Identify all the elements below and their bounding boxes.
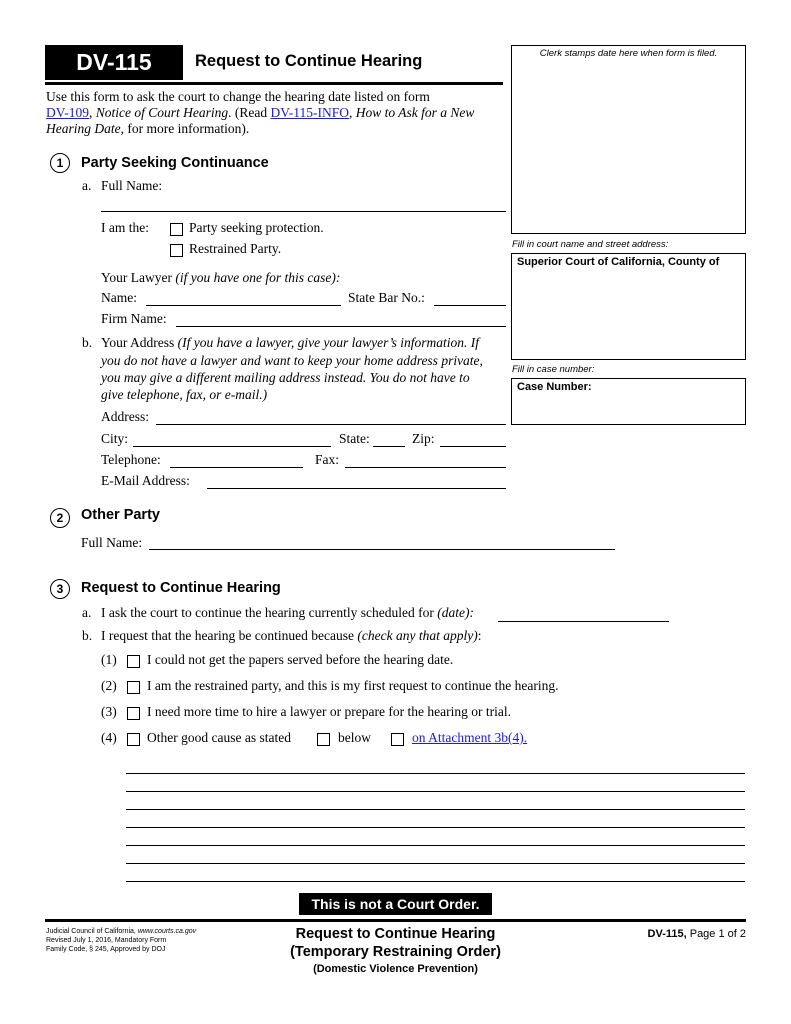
your-lawyer-label: [101, 270, 340, 286]
telephone-label: Telephone:: [101, 452, 161, 467]
explanation-line-1[interactable]: [126, 773, 745, 774]
continue-request-text: [101, 605, 474, 621]
address-heading: Your Address: [101, 335, 178, 350]
form-title: Request to Continue Hearing: [195, 52, 423, 70]
reason-intro-colon: :: [477, 628, 482, 643]
restrained-party-label: Restrained Party.: [189, 241, 282, 256]
clerk-stamp-box: [511, 45, 746, 234]
city-field[interactable]: [133, 446, 331, 447]
intro-text: ,: [349, 105, 356, 120]
date-prompt: (date):: [437, 605, 474, 620]
court-name-box[interactable]: [511, 253, 746, 360]
email-field[interactable]: [207, 488, 506, 489]
reason-4-text: Other good cause as stated: [147, 730, 291, 745]
i-am-label: I am the:: [101, 220, 149, 235]
footer-page-number: [600, 928, 746, 940]
party-seeking-protection-checkbox[interactable]: [170, 223, 183, 236]
item-b-label: b.: [82, 335, 93, 350]
fax-label: Fax:: [315, 452, 340, 467]
attachment-link[interactable]: on Attachment 3b(4).: [412, 730, 528, 745]
lawyer-note: (if you have one for this case):: [175, 270, 341, 285]
intro-line-1: Use this form to ask the court to change the hearing date listed on form: [46, 89, 430, 104]
intro-italic: How to Ask for a New: [355, 105, 475, 120]
footer-title: Request to Continue Hearing: [295, 926, 496, 942]
reason-3-text: I need more time to hire a lawyer or prepare for the hearing or trial.: [147, 704, 511, 719]
intro-text: . (Read: [228, 105, 271, 120]
footer-subtitle-2: (Domestic Violence Prevention): [313, 963, 478, 975]
court-label: Superior Court of California, County of: [517, 256, 720, 268]
reason-3-checkbox[interactable]: [127, 707, 140, 720]
reason-1-number: (1): [101, 652, 117, 667]
form-id-badge: DV-115: [45, 45, 183, 80]
court-note: Fill in court name and street address:: [512, 239, 669, 250]
lawyer-label-text: Your Lawyer: [101, 270, 176, 285]
explanation-line-5[interactable]: [126, 845, 745, 846]
not-court-order-banner: This is not a Court Order.: [299, 893, 492, 915]
restrained-party-checkbox[interactable]: [170, 244, 183, 257]
address-label: Address:: [101, 409, 149, 424]
full-name-label: Full Name:: [101, 178, 163, 193]
city-label: City:: [101, 431, 129, 446]
lawyer-name-field[interactable]: [146, 305, 341, 306]
footer-page: Page 1 of 2: [686, 928, 746, 940]
clerk-stamp-note: Clerk stamps date here when form is filed.: [539, 48, 718, 59]
explanation-line-3[interactable]: [126, 809, 745, 810]
below-checkbox[interactable]: [317, 733, 330, 746]
reason-2-number: (2): [101, 678, 117, 693]
hearing-date-field[interactable]: [498, 621, 669, 622]
explanation-line-2[interactable]: [126, 791, 745, 792]
footer-rule: [45, 919, 746, 922]
intro-text: ,: [89, 105, 96, 120]
zip-label: Zip:: [412, 431, 435, 446]
address-note: (If you have a lawyer, give your lawyer’s information. If: [177, 335, 479, 350]
intro-italic: Notice of Court Hearing: [95, 105, 229, 120]
footer-left-2: Revised July 1, 2016, Mandatory Form: [46, 937, 167, 944]
section-3-number: 3: [50, 579, 70, 599]
reason-2-text: I am the restrained party, and this is my first request to continue the hearing.: [147, 678, 559, 693]
full-name-field[interactable]: [101, 211, 506, 212]
footer-form-id: DV-115,: [647, 928, 687, 940]
case-note: Fill in case number:: [512, 364, 595, 375]
party-seeking-protection-label: Party seeking protection.: [189, 220, 324, 235]
fax-field[interactable]: [345, 467, 506, 468]
section-2-number: 2: [50, 508, 70, 528]
section-3-title: Request to Continue Hearing: [81, 580, 281, 596]
footer-left-3: Family Code, § 245, Approved by DOJ: [46, 946, 166, 953]
below-label: below: [338, 730, 371, 745]
address-instructions-2: you do not have a lawyer and want to keep your home address private,: [101, 353, 483, 368]
dv115-info-link[interactable]: DV-115-INFO: [270, 105, 350, 120]
section-1-number: 1: [50, 153, 70, 173]
reason-intro-main: I request that the hearing be continued because: [101, 628, 358, 643]
section-2-title: Other Party: [81, 507, 160, 523]
footer-left-1: [46, 928, 196, 935]
address-instructions-4: give telephone, fax, or e-mail.): [101, 387, 268, 402]
address-instructions-1: [101, 335, 479, 351]
state-bar-field[interactable]: [434, 305, 506, 306]
section-1-title: Party Seeking Continuance: [81, 155, 269, 171]
other-party-name-label: Full Name:: [81, 535, 143, 550]
other-party-name-field[interactable]: [149, 549, 615, 550]
reason-intro-note: (check any that apply): [357, 628, 478, 643]
attachment-checkbox[interactable]: [391, 733, 404, 746]
item-3b-label: b.: [82, 628, 93, 643]
state-bar-label: State Bar No.:: [348, 290, 425, 305]
reason-1-text: I could not get the papers served before the hearing date.: [147, 652, 454, 667]
firm-name-field[interactable]: [176, 326, 506, 327]
state-field[interactable]: [373, 446, 405, 447]
address-instructions-3: you may give a different mailing address instead. You do not have to: [101, 370, 470, 385]
reason-4-number: (4): [101, 730, 117, 745]
continue-request-main: I ask the court to continue the hearing currently scheduled for: [101, 605, 438, 620]
telephone-field[interactable]: [170, 467, 303, 468]
dv109-link[interactable]: DV-109: [46, 105, 90, 120]
reason-1-checkbox[interactable]: [127, 655, 140, 668]
reason-intro: [101, 628, 482, 644]
firm-name-label: Firm Name:: [101, 311, 167, 326]
item-3a-label: a.: [82, 605, 92, 620]
intro-line-3: [46, 121, 249, 137]
zip-field[interactable]: [440, 446, 506, 447]
state-label: State:: [339, 431, 370, 446]
intro-line-2: [46, 105, 474, 121]
intro-italic: Hearing Date,: [46, 121, 124, 136]
email-label: E-Mail Address:: [101, 473, 190, 488]
courts-website: www.courts.ca.gov: [137, 928, 197, 935]
address-field[interactable]: [156, 424, 506, 425]
item-a-label: a.: [82, 178, 92, 193]
judicial-council-text: Judicial Council of California,: [46, 928, 138, 935]
case-label: Case Number:: [517, 381, 592, 393]
reason-4-checkbox[interactable]: [127, 733, 140, 746]
explanation-line-4[interactable]: [126, 827, 745, 828]
intro-text: for more information).: [124, 121, 250, 136]
explanation-line-6[interactable]: [126, 863, 745, 864]
lawyer-name-label: Name:: [101, 290, 137, 305]
header-rule: [45, 82, 503, 85]
reason-2-checkbox[interactable]: [127, 681, 140, 694]
reason-3-number: (3): [101, 704, 117, 719]
footer-subtitle: (Temporary Restraining Order): [290, 944, 501, 960]
explanation-line-7[interactable]: [126, 881, 745, 882]
